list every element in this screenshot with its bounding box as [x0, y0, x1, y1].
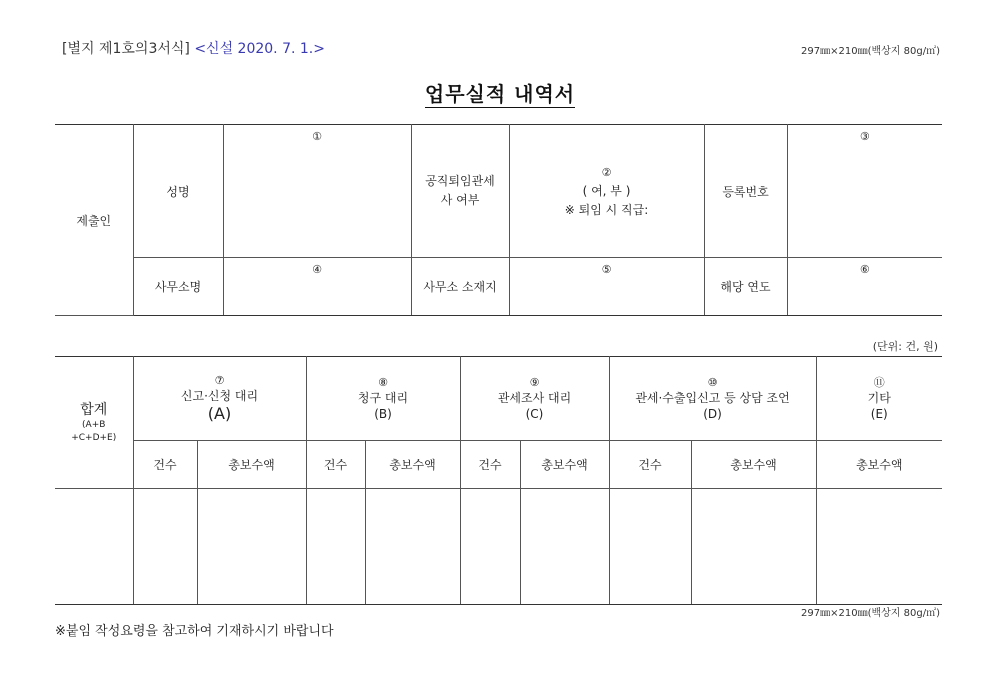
category-b-count-cell[interactable]	[306, 489, 365, 605]
registration-label: 등록번호	[704, 125, 787, 258]
category-d-label: 관세·수출입신고 등 상담 조언	[635, 390, 790, 405]
category-e-fee-header: 총보수액	[816, 441, 942, 489]
submitter-table	[55, 124, 942, 316]
office-address-number: ⑤	[601, 263, 612, 276]
category-d-header	[609, 357, 816, 441]
category-a-count-header: 건수	[133, 441, 197, 489]
form-id-header	[62, 38, 325, 58]
category-b-fee-cell[interactable]	[365, 489, 460, 605]
performance-table	[55, 356, 942, 605]
category-a-code: (A)	[207, 403, 232, 423]
sum-formula-line-1: (A+B	[82, 419, 106, 430]
category-c-label: 관세조사 대리	[497, 390, 572, 405]
category-b-header	[306, 357, 460, 441]
category-b-number: ⑧	[378, 375, 388, 389]
retired-rank: ※ 퇴임 시 직급:	[564, 202, 649, 217]
category-b-code: (B)	[374, 406, 392, 421]
category-e-label: 기타	[867, 390, 891, 405]
retired-number: ②	[601, 165, 612, 179]
sum-formula-line-2: +C+D+E)	[71, 432, 117, 443]
retired-field[interactable]	[509, 125, 704, 258]
name-number: ①	[312, 130, 322, 143]
category-c-count-cell[interactable]	[460, 489, 520, 605]
sum-value-cell[interactable]	[55, 489, 133, 605]
footer-note: ※붙임 작성요령을 참고하여 기재하시기 바랍니다	[55, 624, 334, 639]
registration-number: ③	[859, 130, 870, 143]
category-a-header	[133, 357, 306, 441]
category-e-fee-cell[interactable]	[816, 489, 942, 605]
category-c-header	[460, 357, 609, 441]
category-e-header	[816, 357, 942, 441]
name-label: 성명	[133, 125, 223, 258]
year-field[interactable]	[787, 258, 942, 316]
retired-label-line-2: 사 여부	[440, 193, 480, 207]
category-c-fee-cell[interactable]	[520, 489, 609, 605]
category-d-number: ⑩	[707, 375, 718, 389]
category-b-fee-header: 총보수액	[365, 441, 460, 489]
year-label: 해당 연도	[704, 258, 787, 316]
category-c-number: ⑨	[529, 375, 540, 389]
category-c-fee-header: 총보수액	[520, 441, 609, 489]
paper-size-top: 297㎜×210㎜(백상지 80g/㎡)	[801, 46, 940, 57]
office-name-field[interactable]	[223, 258, 411, 316]
category-d-fee-cell[interactable]	[691, 489, 816, 605]
category-d-fee-header: 총보수액	[691, 441, 816, 489]
category-d-count-cell[interactable]	[609, 489, 691, 605]
retired-choice: ( 여, 부 )	[582, 183, 631, 198]
office-address-label: 사무소 소재지	[411, 258, 509, 316]
category-a-number: ⑦	[214, 373, 225, 387]
name-field[interactable]	[223, 125, 411, 258]
category-a-count-cell[interactable]	[133, 489, 197, 605]
category-e-code: (E)	[870, 406, 888, 421]
paper-size-bottom: 297㎜×210㎜(백상지 80g/㎡)	[801, 608, 940, 619]
year-number: ⑥	[859, 263, 870, 276]
office-name-label: 사무소명	[133, 258, 223, 316]
office-name-number: ④	[312, 263, 322, 276]
category-b-count-header: 건수	[306, 441, 365, 489]
sum-title: 합계	[80, 401, 108, 418]
sum-label	[55, 357, 133, 489]
category-a-fee-cell[interactable]	[197, 489, 306, 605]
category-d-code: (D)	[703, 406, 722, 421]
page-title	[0, 78, 1000, 107]
revision-date: <신설 2020. 7. 1.>	[194, 41, 325, 57]
category-c-count-header: 건수	[460, 441, 520, 489]
category-e-number: ⑪	[873, 375, 885, 389]
unit-note: (단위: 건, 원)	[872, 340, 938, 353]
submitter-section-label: 제출인	[55, 125, 133, 316]
category-a-label: 신고·신청 대리	[180, 388, 259, 403]
retired-label	[411, 125, 509, 258]
page-title-text: 업무실적 내역서	[424, 82, 576, 106]
category-b-label: 청구 대리	[357, 390, 409, 405]
form-id: [별지 제1호의3서식]	[62, 41, 190, 57]
office-address-field[interactable]	[509, 258, 704, 316]
category-d-count-header: 건수	[609, 441, 691, 489]
category-a-fee-header: 총보수액	[197, 441, 306, 489]
category-c-code: (C)	[525, 406, 544, 421]
retired-label-line-1: 공직퇴임관세	[425, 174, 495, 188]
registration-field[interactable]	[787, 125, 942, 258]
